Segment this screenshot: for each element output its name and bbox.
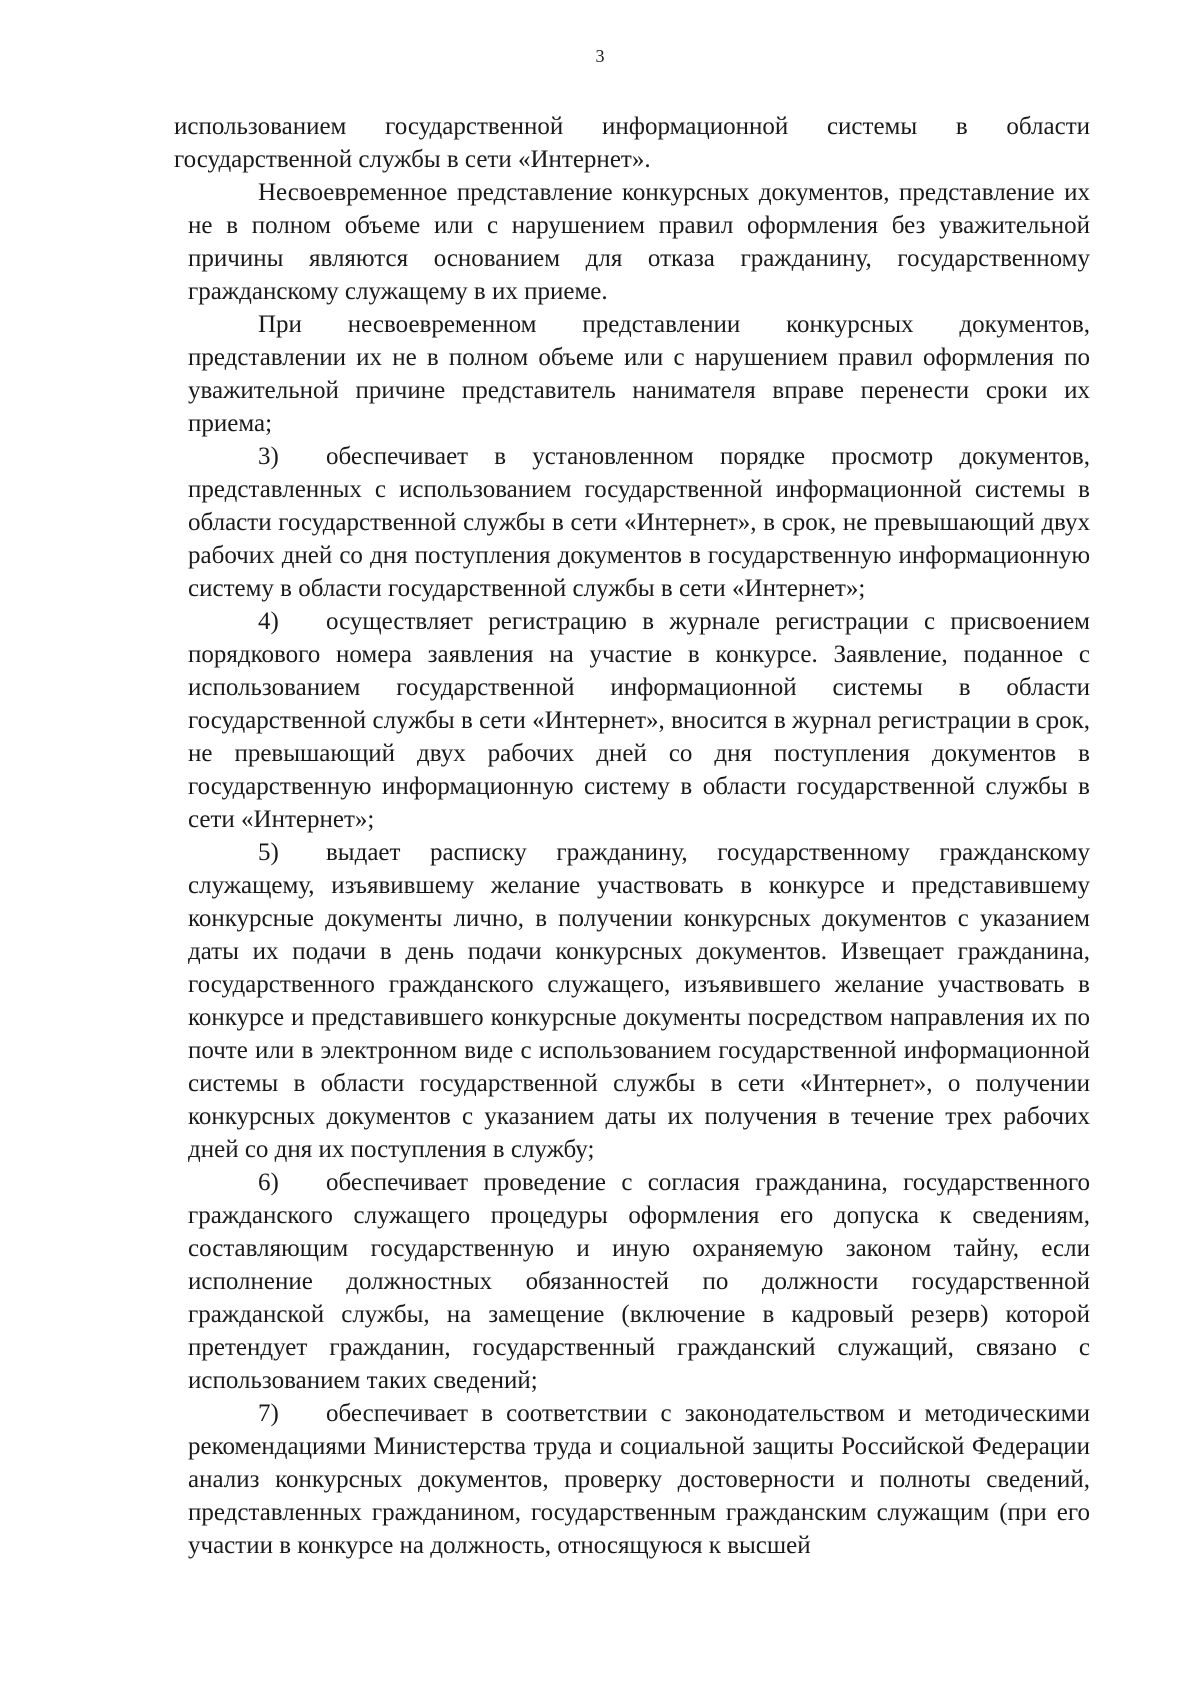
list-item-text: осуществляет регистрацию в журнале регистрации с присвоением порядкового номера заявления на участие в конкурсе. Заявление, поданное с использованием государственной информационной системы в области государственной службы в сети «Интернет», вносится в журнал регистрации в срок, не превышающий двух рабочих дней со дня поступления документов в государственную информационную систему в области государственной службы в сети «Интернет»; bbox=[188, 608, 1090, 833]
paragraph-text: При несвоевременном представлении конкурсных документов, представлении их не в полном объеме или с нарушением правил оформления по уважительной причине представитель нанимателя вправе перенести сроки их приема; bbox=[188, 311, 1090, 437]
list-item-number: 4) bbox=[258, 608, 279, 635]
paragraph-text: Несвоевременное представление конкурсных документов, представление их не в полном объеме или с нарушением правил оформления без уважительной причины являются основанием для отказа гражданину, государственному гражданскому служащему в их приеме. bbox=[188, 179, 1090, 305]
list-item bbox=[188, 1397, 1090, 1562]
paragraph bbox=[188, 176, 1090, 308]
list-item-text: обеспечивает в установленном порядке просмотр документов, представленных с использованием государственной информационной системы в области государственной службы в сети «Интернет», в срок, не превышающий двух рабочих дней со дня поступления документов в государственную информационную систему в области государственной службы в сети «Интернет»; bbox=[188, 443, 1090, 602]
paragraph bbox=[188, 308, 1090, 440]
list-item bbox=[188, 605, 1090, 836]
page-number: 3 bbox=[595, 46, 605, 66]
paragraph-continuation bbox=[174, 110, 1090, 176]
list-item bbox=[188, 1166, 1090, 1397]
document-body bbox=[174, 110, 1090, 1562]
list-item-text: обеспечивает в соответствии с законодательством и методическими рекомендациями Министерства труда и социальной защиты Российской Федерации анализ конкурсных документов, проверку достоверности и полноты сведений, представленных гражданином, государственным гражданским служащим (при его участии в конкурсе на должность, относящуюся к высшей bbox=[188, 1400, 1090, 1559]
list-item-number: 7) bbox=[258, 1400, 279, 1427]
list-item bbox=[188, 440, 1090, 605]
paragraph-text: использованием государственной информационной системы в области государственной службы в сети «Интернет». bbox=[174, 113, 1090, 173]
list-item-number: 5) bbox=[258, 839, 279, 866]
list-item bbox=[188, 836, 1090, 1166]
list-item-text: выдает расписку гражданину, государственному гражданскому служащему, изъявившему желание участвовать в конкурсе и представившему конкурсные документы лично, в получении конкурсных документов с указанием даты их подачи в день подачи конкурсных документов. Извещает гражданина, государственного гражданского служащего, изъявившего желание участвовать в конкурсе и представившего конкурсные документы посредством направления их по почте или в электронном виде с использованием государственной информационной системы в области государственной службы в сети «Интернет», о получении конкурсных документов с указанием даты их получения в течение трех рабочих дней со дня их поступления в службу; bbox=[188, 839, 1090, 1163]
list-item-number: 6) bbox=[258, 1169, 279, 1196]
list-item-number: 3) bbox=[258, 443, 279, 470]
list-item-text: обеспечивает проведение с согласия гражданина, государственного гражданского служащего процедуры оформления его допуска к сведениям, составляющим государственную и иную охраняемую законом тайну, если исполнение должностных обязанностей по должности государственной гражданской службы, на замещение (включение в кадровый резерв) которой претендует гражданин, государственный гражданский служащий, связано с использованием таких сведений; bbox=[188, 1169, 1090, 1394]
